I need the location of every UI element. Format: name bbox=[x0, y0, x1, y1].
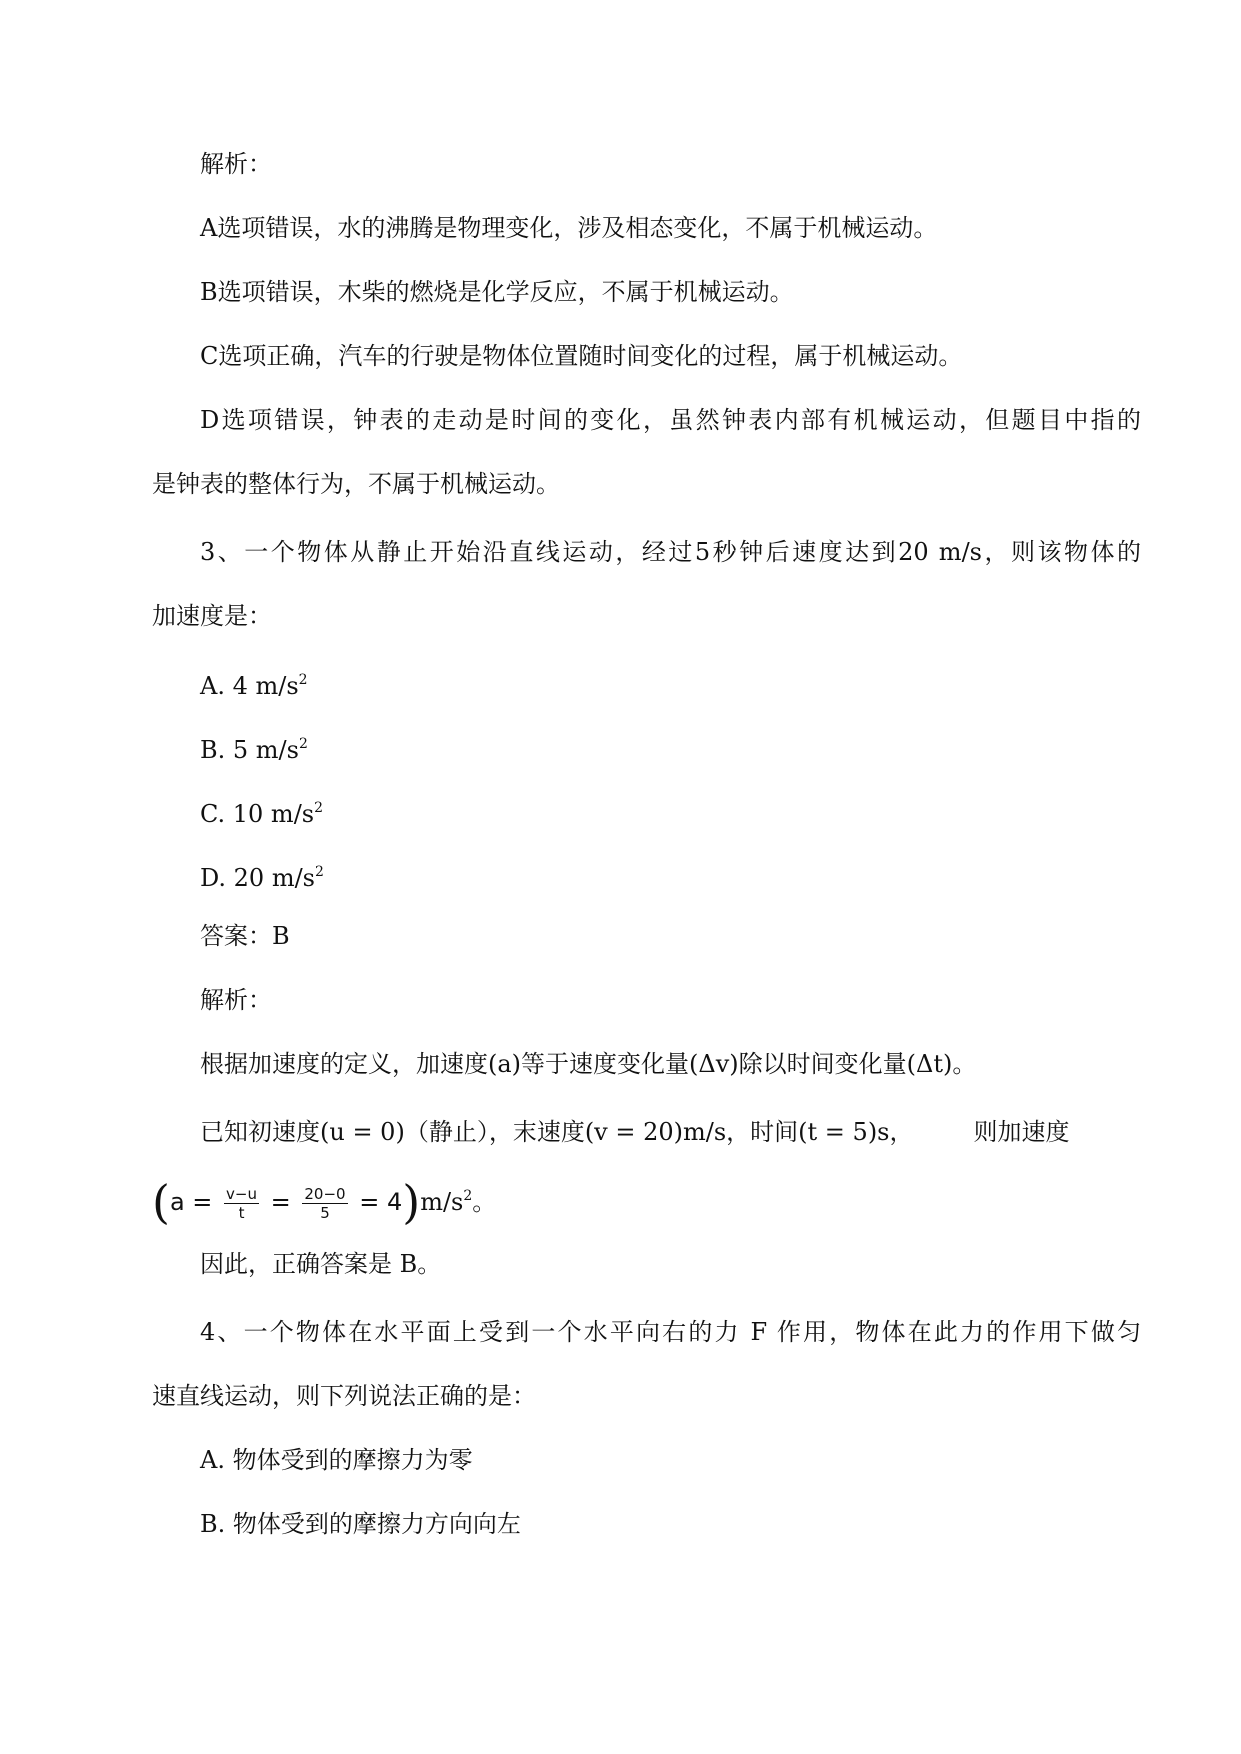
fraction-2-numerator: 20−0 bbox=[304, 1185, 346, 1203]
superscript: 2 bbox=[463, 1188, 473, 1204]
superscript: 2 bbox=[298, 736, 308, 752]
fraction-1 bbox=[224, 1185, 259, 1222]
fraction-2-denominator: 5 bbox=[320, 1204, 330, 1222]
analysis-definition: 根据加速度的定义，加速度(a)等于速度变化量(Δv)除以时间变化量(Δt)。 bbox=[200, 1050, 977, 1078]
question-3-text-cont: 加速度是： bbox=[152, 602, 272, 630]
question-4-text-cont: 速直线运动，则下列说法正确的是： bbox=[152, 1382, 536, 1410]
fraction-1-numerator: v−u bbox=[226, 1185, 257, 1203]
option-d-explanation: D选项错误，钟表的走动是时间的变化，虽然钟表内部有机械运动，但题目中指的 bbox=[200, 406, 1141, 434]
question-4-option-a: A. 物体受到的摩擦力为零 bbox=[200, 1446, 473, 1474]
question-3-option-a bbox=[0, 660, 1241, 700]
left-paren: ( bbox=[152, 1175, 170, 1229]
formula-period: 。 bbox=[472, 1188, 497, 1216]
formula-a: a = bbox=[169, 1188, 213, 1216]
option-text: B. 5 m/s bbox=[200, 736, 299, 764]
given-values-text: 已知初速度(u = 0)（静止），末速度(v = 20)m/s，时间(t = 5)s， bbox=[200, 1118, 914, 1146]
option-text: A. 4 m/s bbox=[200, 672, 299, 700]
formula-result: = 4 bbox=[359, 1188, 403, 1216]
superscript: 2 bbox=[298, 672, 308, 688]
analysis-heading-2: 解析： bbox=[200, 986, 272, 1014]
formula-unit: m/s bbox=[420, 1188, 464, 1216]
question-3-answer: 答案：B bbox=[200, 922, 290, 950]
fraction-1-denominator: t bbox=[238, 1204, 245, 1222]
fraction-2 bbox=[302, 1185, 347, 1222]
question-4-text: 4、一个物体在水平面上受到一个水平向右的力 F 作用，物体在此力的作用下做匀 bbox=[200, 1318, 1141, 1346]
analysis-given-values bbox=[0, 1112, 1241, 1152]
question-3-text: 3、一个物体从静止开始沿直线运动，经过5秒钟后速度达到20 m/s，则该物体的 bbox=[200, 538, 1141, 566]
formula-equals: = bbox=[270, 1188, 291, 1216]
correct-answer-statement: 因此，正确答案是 B。 bbox=[200, 1250, 442, 1278]
analysis-heading: 解析： bbox=[200, 150, 272, 178]
superscript: 2 bbox=[314, 864, 324, 880]
right-paren: ) bbox=[402, 1175, 421, 1229]
question-4-option-b: B. 物体受到的摩擦力方向向左 bbox=[200, 1510, 521, 1538]
option-text: C. 10 m/s bbox=[200, 800, 315, 828]
question-3-option-b bbox=[0, 724, 1241, 764]
acceleration-formula bbox=[0, 1166, 1241, 1229]
question-3-option-d bbox=[0, 852, 1241, 892]
question-3-option-c bbox=[0, 788, 1241, 828]
option-b-explanation: B选项错误，木柴的燃烧是化学反应，不属于机械运动。 bbox=[200, 278, 794, 306]
then-acceleration-text: 则加速度 bbox=[973, 1118, 1070, 1146]
superscript: 2 bbox=[314, 800, 324, 816]
option-c-explanation: C选项正确，汽车的行驶是物体位置随时间变化的过程，属于机械运动。 bbox=[200, 342, 963, 370]
option-a-explanation: A选项错误，水的沸腾是物理变化，涉及相态变化，不属于机械运动。 bbox=[200, 214, 938, 242]
option-d-explanation-cont: 是钟表的整体行为，不属于机械运动。 bbox=[152, 470, 560, 498]
option-text: D. 20 m/s bbox=[200, 864, 315, 892]
